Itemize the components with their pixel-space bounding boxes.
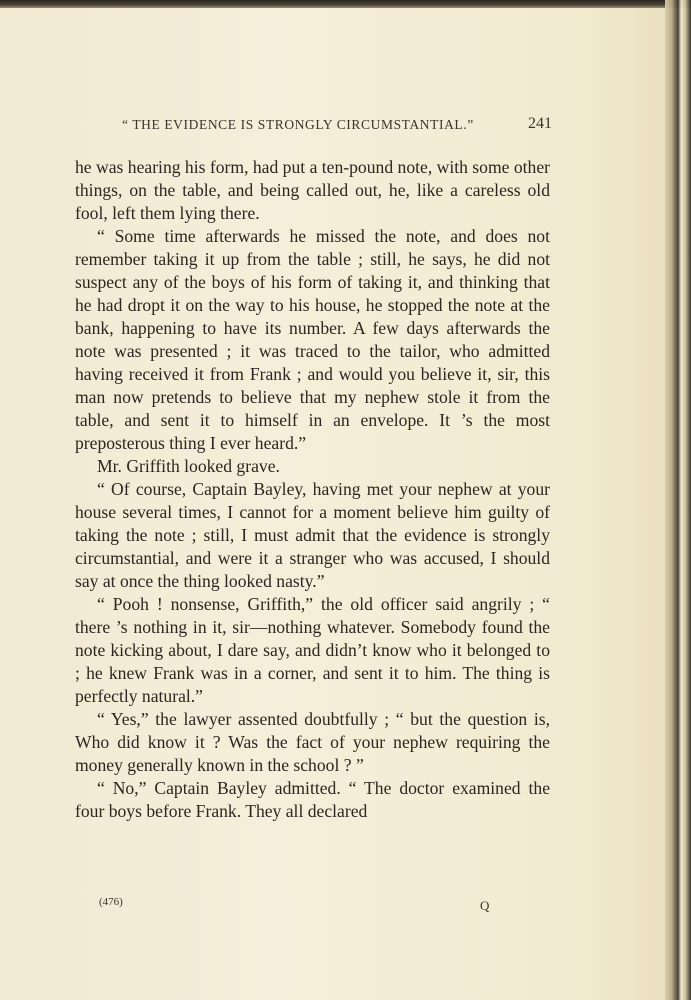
page-number: 241 bbox=[528, 115, 552, 132]
paragraph: “ Some time afterwards he missed the note, and does not remember taking it up from the table ; still, he says, he did not suspect any of the boys of his form of taking it, and thinking that he had dropt it on the way to his house, he stopped the note at the bank, happening to have its number. A few days afterwards the note was presented ; it was traced to the tailor, who admitted having received it from Frank ; and would you believe it, sir, this man now pretends to believe that my nephew stole it from the table, and sent it to himself in an envelope. It ’s the most preposterous thing I ever heard.” bbox=[75, 226, 550, 453]
book-spine-edge bbox=[665, 0, 691, 1000]
paragraph: “ Of course, Captain Bayley, having met your nephew at your house several times, I cannot for a moment believe him guilty of taking the note ; still, I must admit that the evidence is strongly circumstantial, and were it a stranger who was accused, I should say at once the thing looked nasty.” bbox=[75, 479, 550, 591]
running-title: “ THE EVIDENCE IS STRONGLY CIRCUMSTANTIAL.” bbox=[122, 117, 474, 132]
page-top-edge bbox=[0, 0, 691, 8]
paragraph: he was hearing his form, had put a ten-pound note, with some other things, on the table, and being called out, he, like a careless old fool, left them lying there. bbox=[75, 157, 550, 223]
paragraph: Mr. Griffith looked grave. bbox=[97, 456, 280, 476]
paragraph: “ Yes,” the lawyer assented doubtfully ; “ but the question is, Who did know it ? Was the fact of your nephew requiring the money generally known in the school ? ” bbox=[75, 709, 550, 775]
running-header bbox=[122, 117, 552, 133]
paragraph: “ No,” Captain Bayley admitted. “ The doctor examined the four boys before Frank. They all declared bbox=[75, 778, 550, 821]
signature-mark: Q bbox=[480, 898, 490, 913]
paragraph: “ Pooh ! nonsense, Griffith,” the old officer said angrily ; “ there ’s nothing in it, sir—nothing whatever. Somebody found the note kicking about, I dare say, and didn’t know who it belonged to ; he knew Frank was in a corner, and sent it to him. The thing is perfectly natural.” bbox=[75, 594, 550, 706]
printer-signature: (476) bbox=[99, 896, 123, 908]
body-text bbox=[75, 156, 550, 823]
